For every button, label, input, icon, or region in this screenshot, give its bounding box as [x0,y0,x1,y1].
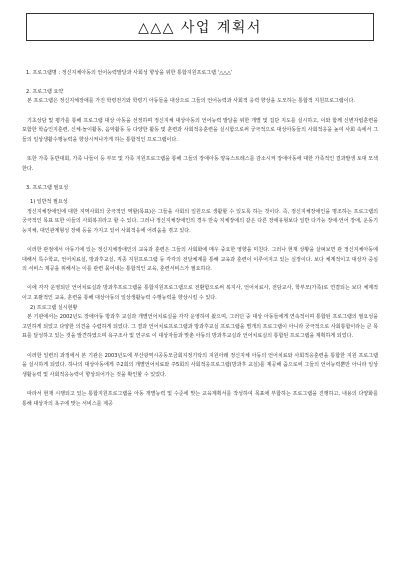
paragraph-spacer [22,236,378,246]
body-paragraph: 이러한 관점에서 아동기에 있는 정신지체장애인의 교육과 훈련은 그들의 사회화에 매우 중요한 영향을 미친다. 그러나 현재 상황을 살펴보면 관 정신지체아동에 대해서 특수학교, 언어치료실, 방과후교실, 직종 지원프로그램 등 각각의 전달체계를 통해 교육과 훈련이 이루어지고 있는 실정이다. 보다 체계적이고 대상자 중심의 서비스 제공을 위해서는 이를 관련 묶어내는 통합적인 교육, 훈련서비스가 필요하다. [22,247,378,273]
section-heading: 1. 프로그램명 : 정신지체아동의 언어능력발달과 사회성 향상을 위한 통합지원프로그램 ‘△△△’ [26,69,233,76]
paragraph-spacer [22,107,378,117]
subsection-heading: 1) 일반적 필요성 [30,199,68,206]
paragraph-spacer [22,59,378,69]
body-paragraph: 또한 가족 동반대회, 가족 나들이 등 부모 및 가족 지원프로그램을 통해 그들의 장애아동 양육스트레스를 감소시켜 장애아동에 대한 가족적인 결과발생 토대 모색한다. [22,155,378,172]
section-heading: 2. 프로그램 요약 [26,88,64,95]
paragraph-spacer [22,78,378,88]
document-body [22,59,378,409]
body-paragraph: 본 기관에서는 2002년도 장애아동 방과후 교실과 개별언어치료실을 각각 운영하여 왔으며, 그러던 중 대상 아동들에게 연속적이며 통합된 프로그램의 필요성을 고민하게 되었고 다양한 의견을 수렴하게 되었다. 그 결과 언어치료프로그램과 방과후교실 프로그램을 별개의 프로그램이 아니라 궁극적으로 사회통합이라는 큰 목표를 달성하고 있는 것을 발견하였으며 욕구조사 및 연구로 이 대상자들과 맞춘 아동의 방과후교실과 언어치료실의 통합된 프로그램을 계획하게 되었다. [22,314,378,340]
paragraph-spacer [22,275,378,285]
body-paragraph: 기초상담 및 평가를 통해 프로그램 대상 아동을 선정하며 정신지체 대상아동의 언어능력 발달을 위한 개별 및 집단 지도를 실시하고, 이와 함께 신변자립훈련을 포함한 학습인지훈련, 신체·놀이활동, 음악활동 등 다양한 활동 및 훈련과 사회적응훈련을 실시함으로써 궁극적으로 대상아동들의 사회적응을 높여 사회 속에서 그들의 일상생활수행능력을 향상시켜나가게 하는 통합적인 프로그램이다. [22,117,378,143]
paragraph-spacer [22,342,378,352]
section-heading: 3. 프로그램 필요성 [26,184,69,191]
body-paragraph: 이러한 일련의 과정에서 본 기관은 2003년도에 부산광역시공동모금회지정기탁의 지원아래 정신지체 아동의 언어치료와 사회적응훈련을 통합한 지원 프로그램을 실시하게 되었다. 하나의 대상아동에게 주2회의 개별언어치료와 주5회의 사회적응프로그램(방과후 교실)를 제공해 줌으로써 그들의 언어능력뿐만 아니라 일상생활능력 및 사회적응능력이 향상되어가는 것을 확인할 수 있었다. [22,352,378,378]
body-paragraph: 따라서 현재 시행되고 있는 통합지원프로그램을 아동 개별능력 및 수준에 맞는 교육계획서를 작성하여 목표에 부합하는 프로그램을 진행하고, 내용의 다양화를 통해 대상자의 욕구에 맞는 서비스를 제공 [22,390,378,407]
subsection-heading: 2) 프로그램 실시현황 [30,304,78,311]
paragraph-spacer [22,145,378,155]
body-paragraph: 정신지체장애인에 대한 지역사회의 궁극적인 역할(목표)은 그들을 사회의 일원으로 생활할 수 있도록 하는 것이다. 즉, 정신지체장애인을 명조하는 프로그램의 궁극적인 목표 또한 이들의 사회복귀라고 할 수 있다. 그러나 정신지체장애인의 경우 만숙 지체장애의 같은 다른 장애유형보다 일반 다가능 장애·언어 장애, 운동기능지체, 대인관계형성 장애 등을 가지고 있어 사회적응에 어려움을 겪고 있다. [22,208,378,234]
paragraph-spacer [22,174,378,184]
body-paragraph: 본 프로그램은 정신지체장애를 가진 학령전기와 학령기 아동들을 대상으로 그들의 언어능력과 사회적 응력 향상을 도모하는 통합적 지원프로그램이다. [27,98,355,105]
document-title-box [26,13,374,41]
body-paragraph: 이에 각각 운영되던 언어치료실과 방과후프로그램을 통합지원프로그램으로 전환함으로써 복지사, 언어치료사, 전담교사, 학부모(가족)로 연결되는 보다 체계적이고 포괄적인 교육, 훈련을 통해 대상아동의 일상생활능력 수행능력을 향상시킬 수 있다. [22,285,378,302]
document-title: △△△ 사업 계획서 [138,20,262,36]
paragraph-spacer [22,380,378,390]
